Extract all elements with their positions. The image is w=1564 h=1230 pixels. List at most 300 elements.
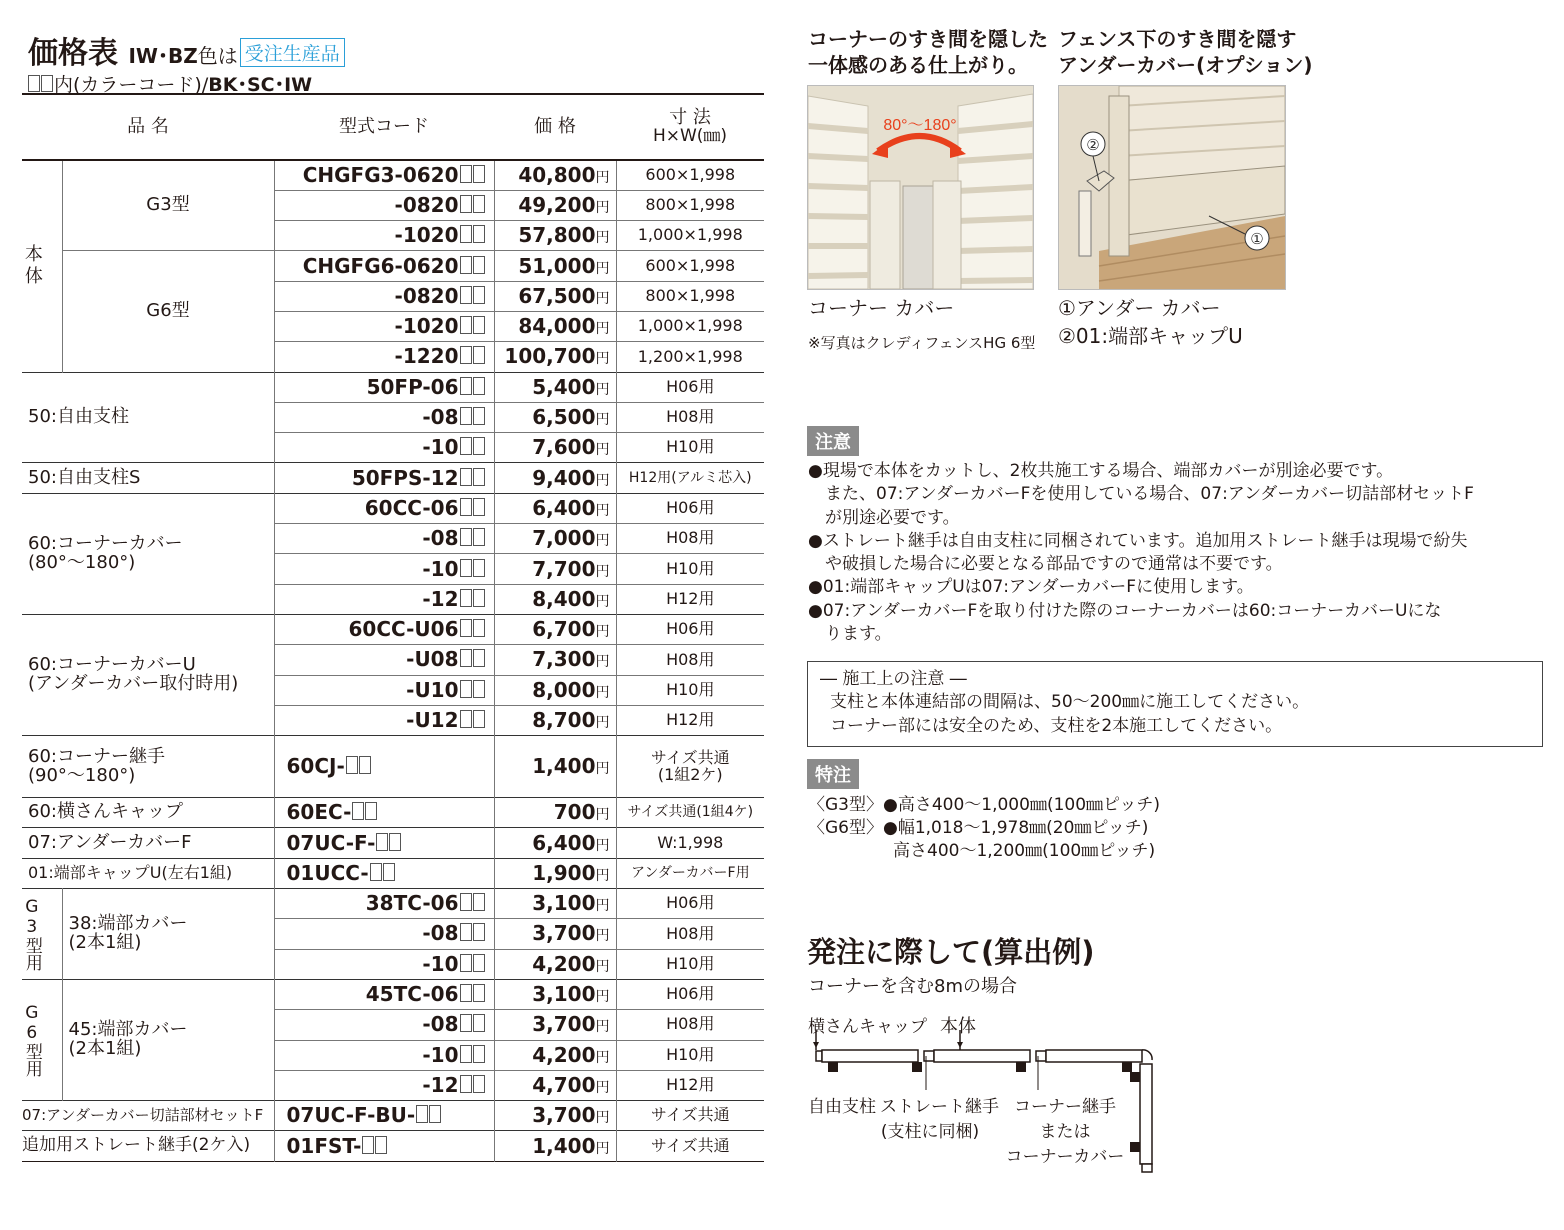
dimension-cell: H10用: [616, 554, 764, 584]
color-code-box-icon: [460, 437, 472, 455]
model-code-cell: [274, 919, 494, 949]
model-code-cell: [274, 858, 494, 888]
page-title: [28, 28, 345, 72]
model-code-cell: [274, 190, 494, 220]
label-free-post: 自由支柱: [808, 1097, 876, 1117]
model-code-cell: [274, 1040, 494, 1070]
color-code-box-icon: [460, 589, 472, 607]
table-row: [22, 798, 764, 828]
dimension-cell: H06用: [616, 372, 764, 402]
price-value: 4,200: [532, 1042, 596, 1067]
dimension-cell: H06用: [616, 979, 764, 1009]
model-code: -10: [422, 951, 459, 976]
model-code: -U08: [406, 647, 459, 672]
color-code-box-icon: [473, 559, 485, 577]
model-code-cell: [274, 1070, 494, 1100]
color-code-box-icon: [460, 377, 472, 395]
construction-caution-box: ― 施工上の注意 ― 支柱と本体連結部の間隔は、50〜200㎜に施工してください。 コーナー部には安全のため、支柱を2本施工してください。: [807, 661, 1543, 747]
color-code-box-icon: [460, 195, 472, 213]
group-label-fps: 50:自由支柱S: [22, 463, 274, 493]
dimension-cell: H08用: [616, 1010, 764, 1040]
model-code: CHGFG6-0620: [302, 253, 459, 278]
caution-tag: 注意: [807, 426, 859, 456]
model-code: -12: [422, 1072, 459, 1097]
price-cell: [494, 493, 616, 523]
color-code-box-icon: [460, 165, 472, 183]
color-code-box-icon: [460, 984, 472, 1002]
color-code-box-icon: [460, 468, 472, 486]
color-code-box-icon: [28, 75, 40, 92]
yen-unit: 円: [595, 837, 610, 854]
yen-unit: 円: [595, 230, 610, 247]
model-code-cell: [274, 160, 494, 190]
price-cell: [494, 979, 616, 1009]
color-code-box-icon: [460, 923, 472, 941]
price-value: 9,400: [532, 465, 596, 490]
table-row: [22, 889, 764, 919]
order-example-title: 発注に際して(算出例): [807, 935, 1095, 969]
color-code-box-icon: [460, 680, 472, 698]
yen-unit: 円: [595, 442, 610, 459]
dim-cell: サイズ共通 (1組2ケ): [616, 736, 764, 798]
color-code-note: 内(カラーコード)/BK･SC･IW: [28, 70, 312, 97]
model-code-cell: [274, 1131, 494, 1161]
price-cell: [494, 949, 616, 979]
model-code: 01UCC-: [286, 860, 369, 885]
model-code-cell: [274, 311, 494, 341]
model-code-cell: [274, 554, 494, 584]
dimension-cell: 1,000×1,998: [616, 221, 764, 251]
price-value: 700: [553, 800, 596, 825]
color-code-box-icon: [473, 680, 485, 698]
model-code: -U12: [406, 707, 459, 732]
dimension-cell: 1,000×1,998: [616, 311, 764, 341]
price-value: 6,400: [532, 830, 596, 855]
dimension-cell: H12用: [616, 584, 764, 614]
model-code-cell: [274, 614, 494, 644]
under-cover-illustration: [1059, 86, 1285, 289]
corner-cover-caption: コーナー カバー: [808, 296, 955, 320]
corner-cover-illustration: [808, 86, 1033, 289]
color-code-box-icon: [473, 649, 485, 667]
group-label-g6-use: G6型用: [22, 979, 62, 1100]
color-code-box-icon: [473, 589, 485, 607]
dimension-cell: H10用: [616, 433, 764, 463]
model-code: -08: [422, 1012, 459, 1037]
color-code-box-icon: [460, 498, 472, 516]
color-codes: BK･SC･IW: [208, 74, 313, 96]
color-code-box-icon: [460, 893, 472, 911]
yen-unit: 円: [595, 381, 610, 398]
table-row: [22, 372, 764, 402]
price-value: 49,200: [518, 192, 596, 217]
yen-unit: 円: [595, 958, 610, 975]
color-code-box-icon: [460, 1014, 472, 1032]
price-value: 3,700: [532, 1012, 596, 1037]
table-row: [22, 463, 764, 493]
model-code-cell: [274, 342, 494, 372]
model-code: 50FPS-12: [351, 465, 459, 490]
color-code-box-icon: [460, 559, 472, 577]
price-cell: [494, 221, 616, 251]
color-code-box-icon: [473, 256, 485, 274]
dimension-cell: H08用: [616, 402, 764, 432]
table-row: [22, 1131, 764, 1161]
price-cell: [494, 614, 616, 644]
price-value: 3,700: [532, 921, 596, 946]
model-code: -0820: [394, 192, 459, 217]
yen-unit: 円: [595, 1049, 610, 1066]
color-code-box-icon: [460, 316, 472, 334]
model-code: 07UC-F-: [286, 830, 376, 855]
yen-unit: 円: [595, 290, 610, 307]
color-code-box-icon: [429, 1105, 441, 1123]
dimension-cell: H08用: [616, 919, 764, 949]
model-code: -08: [422, 526, 459, 551]
model-code: -10: [422, 1042, 459, 1067]
price-value: 6,700: [532, 617, 596, 642]
group-label-hontai: 本体: [22, 160, 62, 372]
color-code-box-icon: [376, 833, 388, 851]
yen-unit: 円: [595, 563, 610, 580]
yen-unit: 円: [595, 412, 610, 429]
price-value: 3,100: [532, 982, 596, 1007]
model-code: -12: [422, 586, 459, 611]
price-cell: [494, 1131, 616, 1161]
price-cell: [494, 1101, 616, 1131]
dimension-cell: アンダーカバーF用: [616, 858, 764, 888]
color-code-box-icon: [473, 498, 485, 516]
color-code-box-icon: [473, 468, 485, 486]
angle-label: 80°〜180°: [883, 117, 957, 134]
dimension-cell: 1,200×1,998: [616, 342, 764, 372]
dimension-cell: H12用: [616, 1070, 764, 1100]
col-header-dim: 寸 法 H×W(㎜): [616, 94, 764, 160]
left-photo-heading: コーナーのすき間を隠した 一体感のある仕上がり。: [808, 27, 1048, 77]
color-code-box-icon: [460, 710, 472, 728]
price-table-body: [22, 160, 764, 1161]
model-code-cell: [274, 949, 494, 979]
dimension-cell: サイズ共通: [616, 1131, 764, 1161]
model-code-cell: [274, 584, 494, 614]
price-cell: [494, 858, 616, 888]
dimension-cell: 600×1,998: [616, 160, 764, 190]
price-value: 1,400: [532, 754, 596, 779]
yen-unit: 円: [595, 1019, 610, 1036]
model-code-cell: [274, 221, 494, 251]
corner-cover-note: ※写真はクレディフェンスHG 6型: [808, 334, 1036, 352]
model-code: 45TC-06: [365, 982, 459, 1007]
price-value: 40,800: [518, 162, 596, 187]
title-colors: IW･BZ: [128, 44, 198, 68]
model-code: -10: [422, 435, 459, 460]
color-code-box-icon: [460, 1045, 472, 1063]
color-code-box-icon: [473, 1075, 485, 1093]
model-code: 60EC-: [286, 800, 352, 825]
model-code-cell: [274, 705, 494, 735]
price-value: 7,000: [532, 526, 596, 551]
col-header-name: 品 名: [22, 94, 274, 160]
price-value: 7,300: [532, 647, 596, 672]
table-row: [22, 828, 764, 858]
model-code-cell: [274, 675, 494, 705]
table-header-row: [22, 94, 764, 160]
title-main: 価格表: [28, 36, 118, 71]
yen-unit: 円: [595, 169, 610, 186]
price-value: 3,700: [532, 1103, 596, 1128]
dimension-cell: H06用: [616, 889, 764, 919]
price-table: [22, 93, 764, 1162]
corner-cover-photo: [807, 85, 1034, 290]
table-row: [22, 979, 764, 1009]
color-code-box-icon: [359, 756, 371, 774]
model-code-cell: [274, 524, 494, 554]
label-body: 本体: [940, 1016, 976, 1037]
group-label-g3-use: G3型用: [22, 889, 62, 980]
group-label-cc: 60:コーナーカバー (80°〜180°): [22, 493, 274, 614]
yen-unit: 円: [595, 624, 610, 641]
dimension-cell: サイズ共通(1組4ケ): [616, 798, 764, 828]
price-cell: [494, 645, 616, 675]
model-code: CHGFG3-0620: [302, 162, 459, 187]
color-code-box-icon: [460, 286, 472, 304]
table-row: [22, 160, 764, 190]
color-code-box-icon: [362, 1136, 374, 1154]
price-value: 4,700: [532, 1072, 596, 1097]
price-cell: [494, 705, 616, 735]
model-code: 50FP-06: [366, 374, 459, 399]
price-cell: [494, 798, 616, 828]
color-code-box-icon: [473, 710, 485, 728]
dimension-cell: H10用: [616, 1040, 764, 1070]
color-code-box-icon: [41, 75, 53, 92]
yen-unit: 円: [595, 1079, 610, 1096]
color-code-box-icon: [460, 528, 472, 546]
color-code-box-icon: [365, 802, 377, 820]
dimension-cell: サイズ共通: [616, 1101, 764, 1131]
dimension-cell: H12用: [616, 705, 764, 735]
price-value: 57,800: [518, 223, 596, 248]
model-code: 60CC-U06: [348, 617, 459, 642]
price-cell: [494, 889, 616, 919]
model-code-cell: [274, 645, 494, 675]
model-code: -1020: [394, 314, 459, 339]
price-value: 51,000: [518, 253, 596, 278]
under-cover-caption-2: ②01:端部キャップU: [1058, 324, 1243, 348]
group-label-ccu: 60:コーナーカバーU (アンダーカバー取付時用): [22, 614, 274, 735]
model-code-cell: [274, 493, 494, 523]
group-label-fp: 50:自由支柱: [22, 372, 274, 463]
model-code-cell: [274, 281, 494, 311]
table-row: [22, 1101, 764, 1131]
price-cell: [494, 1070, 616, 1100]
price-cell: [494, 433, 616, 463]
model-code: 38TC-06: [365, 891, 459, 916]
price-cell: [494, 372, 616, 402]
yen-unit: 円: [595, 260, 610, 277]
dimension-cell: 800×1,998: [616, 281, 764, 311]
color-code-box-icon: [473, 346, 485, 364]
model-code-cell: [274, 798, 494, 828]
model-code: -08: [422, 405, 459, 430]
model-code: 01FST-: [286, 1133, 362, 1158]
model-code: 60CC-06: [364, 495, 459, 520]
yen-unit: 円: [595, 321, 610, 338]
price-value: 8,000: [532, 677, 596, 702]
color-code-box-icon: [473, 407, 485, 425]
color-code-box-icon: [460, 256, 472, 274]
color-code-box-icon: [473, 528, 485, 546]
dimension-cell: H08用: [616, 645, 764, 675]
yen-unit: 円: [595, 593, 610, 610]
yen-unit: 円: [595, 1140, 610, 1157]
dimension-cell: 600×1,998: [616, 251, 764, 281]
color-code-box-icon: [460, 225, 472, 243]
title-colors-suffix: 色は: [197, 44, 238, 68]
right-photo-heading: フェンス下のすき間を隠す アンダーカバー(オプション): [1058, 27, 1313, 77]
price-value: 4,200: [532, 951, 596, 976]
model-code-cell: [274, 889, 494, 919]
color-code-box-icon: [473, 954, 485, 972]
under-cover-photo: [1058, 85, 1286, 290]
made-to-order-badge: 受注生産品: [240, 38, 345, 67]
model-code: -10: [422, 556, 459, 581]
model-code-cell: [274, 736, 494, 798]
price-cell: [494, 402, 616, 432]
color-code-box-icon: [383, 863, 395, 881]
yen-unit: 円: [595, 199, 610, 216]
price-cell: [494, 463, 616, 493]
table-row: [22, 251, 764, 281]
color-code-box-icon: [460, 1075, 472, 1093]
model-code: -0820: [394, 283, 459, 308]
color-code-box-icon: [352, 802, 364, 820]
yen-unit: 円: [595, 502, 610, 519]
yen-unit: 円: [595, 1110, 610, 1127]
marker-2: ②: [1086, 136, 1100, 154]
color-code-box-icon: [473, 316, 485, 334]
yen-unit: 円: [595, 472, 610, 489]
color-code-box-icon: [346, 756, 358, 774]
group-label-tc45: 45:端部カバー (2本1組): [62, 979, 274, 1100]
price-value: 67,500: [518, 283, 596, 308]
price-value: 7,600: [532, 435, 596, 460]
color-code-box-icon: [375, 1136, 387, 1154]
dimension-cell: 800×1,998: [616, 190, 764, 220]
color-code-box-icon: [460, 346, 472, 364]
price-cell: [494, 1040, 616, 1070]
table-row: [22, 736, 764, 798]
table-row: [22, 614, 764, 644]
model-code: 60CJ-: [286, 754, 345, 779]
yen-unit: 円: [595, 928, 610, 945]
price-value: 7,700: [532, 556, 596, 581]
label-straight-joint: ストレート継手 (支柱に同梱): [880, 1097, 999, 1142]
model-code-cell: [274, 402, 494, 432]
yen-unit: 円: [595, 898, 610, 915]
under-cover-caption-1: ①アンダー カバー: [1058, 296, 1221, 320]
price-cell: [494, 1010, 616, 1040]
dimension-cell: H10用: [616, 675, 764, 705]
price-cell: [494, 828, 616, 858]
color-code-box-icon: [370, 863, 382, 881]
yen-unit: 円: [595, 714, 610, 731]
price-cell: [494, 736, 616, 798]
price-value: 3,100: [532, 891, 596, 916]
dimension-cell: H06用: [616, 493, 764, 523]
label-corner-joint: コーナー継手 または コーナーカバー: [1005, 1097, 1125, 1167]
order-example-subtitle: コーナーを含む8mの場合: [808, 976, 1017, 997]
dimension-cell: H12用(アルミ芯入): [616, 463, 764, 493]
color-code-box-icon: [473, 437, 485, 455]
yen-unit: 円: [595, 761, 610, 778]
caution-notes: ●現場で本体をカットし、2枚共施工する場合、端部カバーが別途必要です。 また、07:アンダーカバーFを使用している場合、07:アンダーカバー切詰部材セットF が別途必要です。 ●ストレート継手は自由支柱に同梱されています。追加用ストレート継手は現場で紛失 や破損した場合に必要となる部品ですので通常は不要です。 ●01:端部キャップUは07:アンダーカバーFに使用します。 ●07:アンダーカバーFを取り付けた際のコーナーカバーは60:コーナーカバーUにな ります。: [808, 461, 1474, 644]
group-label-cj: 60:コーナー継手 (90°〜180°): [22, 736, 274, 798]
model-code: -1220: [394, 344, 459, 369]
special-order-tag: 特注: [807, 759, 859, 789]
group-label-fst: 追加用ストレート継手(2ケ入): [22, 1131, 274, 1161]
model-code-cell: [274, 251, 494, 281]
yen-unit: 円: [595, 684, 610, 701]
model-code: -U10: [406, 677, 459, 702]
price-value: 6,400: [532, 495, 596, 520]
color-code-box-icon: [473, 195, 485, 213]
price-value: 84,000: [518, 314, 596, 339]
model-code: 07UC-F-BU-: [286, 1103, 416, 1128]
model-code-cell: [274, 463, 494, 493]
model-code-cell: [274, 372, 494, 402]
color-code-box-icon: [460, 954, 472, 972]
price-cell: [494, 311, 616, 341]
price-cell: [494, 281, 616, 311]
price-value: 100,700: [504, 344, 596, 369]
table-row: [22, 858, 764, 888]
price-value: 1,400: [532, 1133, 596, 1158]
color-code-box-icon: [473, 377, 485, 395]
yen-unit: 円: [595, 351, 610, 368]
color-code-box-icon: [473, 984, 485, 1002]
price-cell: [494, 160, 616, 190]
group-label-ucc: 01:端部キャップU(左右1組): [22, 858, 274, 888]
color-code-box-icon: [460, 649, 472, 667]
price-cell: [494, 190, 616, 220]
color-code-box-icon: [473, 923, 485, 941]
dimension-cell: H10用: [616, 949, 764, 979]
model-code-cell: [274, 1101, 494, 1131]
price-cell: [494, 675, 616, 705]
group-label-bu: 07:アンダーカバー切詰部材セットF: [22, 1101, 274, 1131]
model-code-cell: [274, 979, 494, 1009]
model-code-cell: [274, 433, 494, 463]
model-code-cell: [274, 828, 494, 858]
yen-unit: 円: [595, 533, 610, 550]
dimension-cell: H06用: [616, 614, 764, 644]
col-header-code: 型式コード: [274, 94, 494, 160]
yen-unit: 円: [595, 989, 610, 1006]
color-code-box-icon: [473, 286, 485, 304]
price-cell: [494, 554, 616, 584]
color-code-box-icon: [389, 833, 401, 851]
group-label-g6: G6型: [62, 251, 274, 372]
price-cell: [494, 584, 616, 614]
group-label-ec: 60:横さんキャップ: [22, 798, 274, 828]
group-label-uc: 07:アンダーカバーF: [22, 828, 274, 858]
yen-unit: 円: [595, 807, 610, 824]
price-value: 8,700: [532, 707, 596, 732]
price-cell: [494, 524, 616, 554]
yen-unit: 円: [595, 654, 610, 671]
yen-unit: 円: [595, 867, 610, 884]
